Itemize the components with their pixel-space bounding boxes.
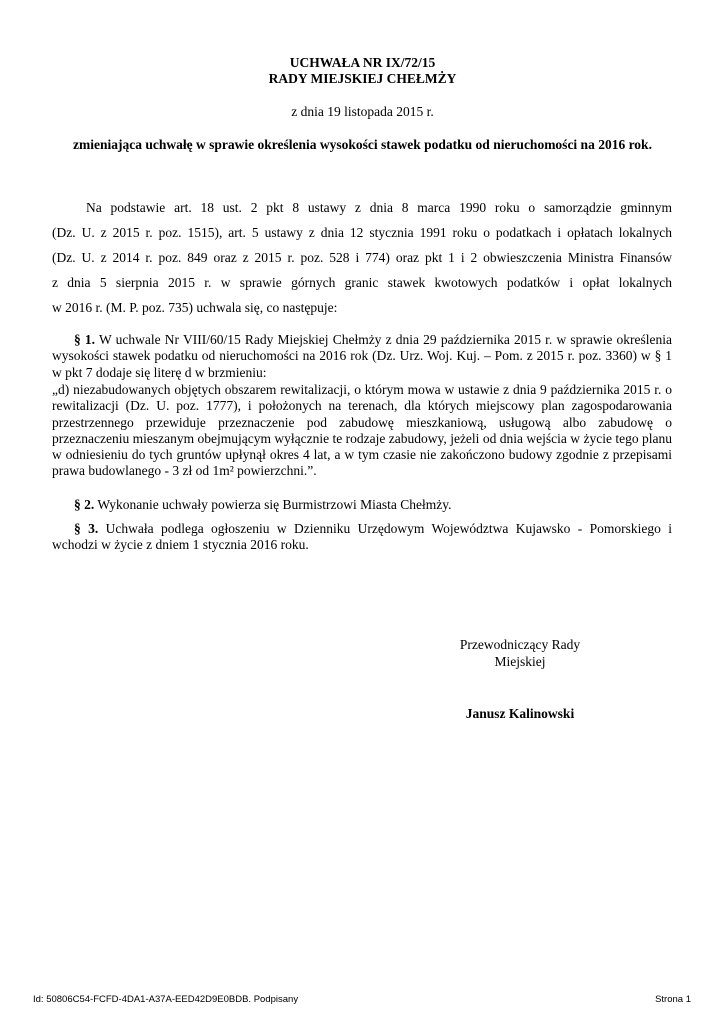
page-number: Strona 1 (655, 994, 691, 1005)
quoted-amendment: „d) niezabudowanych objętych obszarem rewitalizacji, o którym mowa w ustawie z dnia 9 października 2015 r. o rewitalizacji (Dz. U. poz. 1777), i położonych na terenach, dla których miejscowy plan zagospodarowania przestrzennego przewiduje przeznaczenie pod zabudowę mieszkaniową, usługową albo zabudowę o przeznaczeniu mieszanym obejmującym wyłącznie te rodzaje zabudowy, jeżeli od dnia wejścia w życie tego planu w odniesieniu do tych gruntów upłynął okres 4 lat, a w tym czasie nie zakończono budowy zgodnie z przepisami prawa budowlanego - 3 zł od 1m² powierzchni.”. (52, 382, 672, 479)
section-1-label: § 1. (74, 332, 96, 347)
signer-name: Janusz Kalinowski (465, 706, 575, 721)
resolution-date: z dnia 19 listopada 2015 r. (291, 104, 434, 119)
intro-line-2: (Dz. U. z 2015 r. poz. 1515), art. 5 ustawy z dnia 12 stycznia 1991 roku o podatkach i opłatach lokalnych (52, 225, 672, 240)
signature-role-line-2: Miejskiej (494, 654, 546, 669)
section-2-label: § 2. (74, 497, 95, 512)
intro-line-4: z dnia 5 sierpnia 2015 r. w sprawie górnych granic stawek kwotowych podatków i opłat lokalnych (52, 275, 672, 290)
council-name: RADY MIEJSKIEJ CHEŁMŻY (268, 71, 457, 86)
section-2-text: Wykonanie uchwały powierza się Burmistrzowi Miasta Chełmży. (94, 497, 452, 512)
section-2 (52, 497, 672, 513)
intro-line-1: Na podstawie art. 18 ust. 2 pkt 8 ustawy z dnia 8 marca 1990 roku o samorządzie gminnym (86, 200, 672, 215)
resolution-subject: zmieniająca uchwałę w sprawie określenia wysokości stawek podatku od nieruchomości na 2016 rok. (73, 137, 652, 152)
intro-line-3: (Dz. U. z 2014 r. poz. 849 oraz z 2015 r. poz. 528 i 774) oraz pkt 1 i 2 obwieszczenia Ministra Finansów (52, 250, 672, 265)
resolution-number: UCHWAŁA NR IX/72/15 (289, 55, 436, 70)
section-3-label: § 3. (74, 521, 99, 536)
intro-line-5: w 2016 r. (M. P. poz. 735) uchwala się, co następuje: (52, 300, 338, 315)
section-1-text: W uchwale Nr VIII/60/15 Rady Miejskiej Chełmży z dnia 29 października 2015 r. w sprawie określenia wysokości stawek podatku od nieruchomości na 2016 rok (Dz. Urz. Woj. Kuj. – Pom. z 2015 r. poz. 3360) w § 1 w pkt 7 dodaje się literę d w brzmieniu: (52, 332, 672, 380)
section-3 (52, 521, 672, 554)
section-1 (52, 332, 672, 381)
signature-role-line-1: Przewodniczący Rady (459, 637, 581, 652)
section-3-text: Uchwała podlega ogłoszeniu w Dzienniku Urzędowym Województwa Kujawsko - Pomorskiego i wchodzi w życie z dniem 1 stycznia 2016 roku. (52, 521, 673, 553)
document-id: Id: 50806C54-FCFD-4DA1-A37A-EED42D9E0BDB. Podpisany (33, 994, 299, 1005)
